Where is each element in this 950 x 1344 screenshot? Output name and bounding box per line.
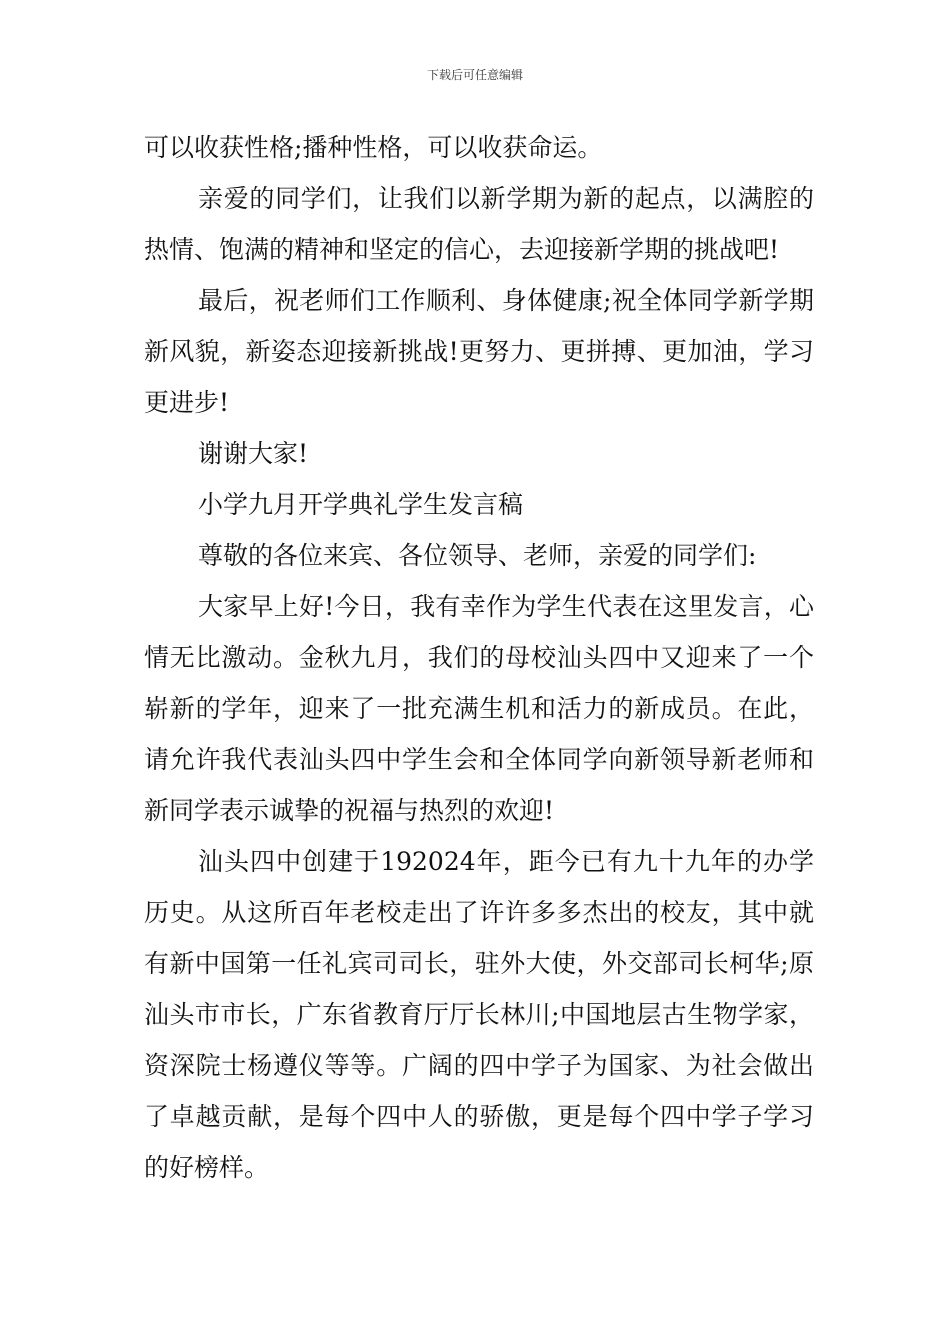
page-header: 下载后可任意编辑	[426, 68, 523, 82]
paragraph-4: 谢谢大家!	[198, 439, 309, 468]
document-body	[144, 122, 814, 1193]
paragraph-8: 汕头四中创建于192024年，距今已有九十九年的办学历史。从这所百年老校走出了许许多多杰出的校友，其中就有新中国第一任礼宾司司长，驻外大使，外交部司长柯华;原汕头市市长，广东省教育厅厅长林川;中国地层古生物学家，资深院士杨遵仪等等。广阔的四中学子为国家、为社会做出了卓越贡献，是每个四中人的骄傲，更是每个四中学子学习的好榜样。	[144, 847, 814, 1182]
paragraph-7: 大家早上好!今日，我有幸作为学生代表在这里发言，心情无比激动。金秋九月，我们的母校汕头四中又迎来了一个崭新的学年，迎来了一批充满生机和活力的新成员。在此，请允许我代表汕头四中学生会和全体同学向新领导新老师和新同学表示诚挚的祝福与热烈的欢迎!	[144, 592, 814, 825]
salutation: 尊敬的各位来宾、各位领导、老师，亲爱的同学们:	[198, 541, 757, 570]
paragraph-1: 可以收获性格;播种性格，可以收获命运。	[144, 133, 603, 162]
speech-title: 小学九月开学典礼学生发言稿	[198, 490, 524, 519]
paragraph-2: 亲爱的同学们，让我们以新学期为新的起点，以满腔的热情、饱满的精神和坚定的信心，去迎接新学期的挑战吧!	[144, 184, 814, 264]
paragraph-3: 最后，祝老师们工作顺利、身体健康;祝全体同学新学期新风貌，新姿态迎接新挑战!更努力、更拼搏、更加油，学习更进步!	[144, 286, 814, 417]
